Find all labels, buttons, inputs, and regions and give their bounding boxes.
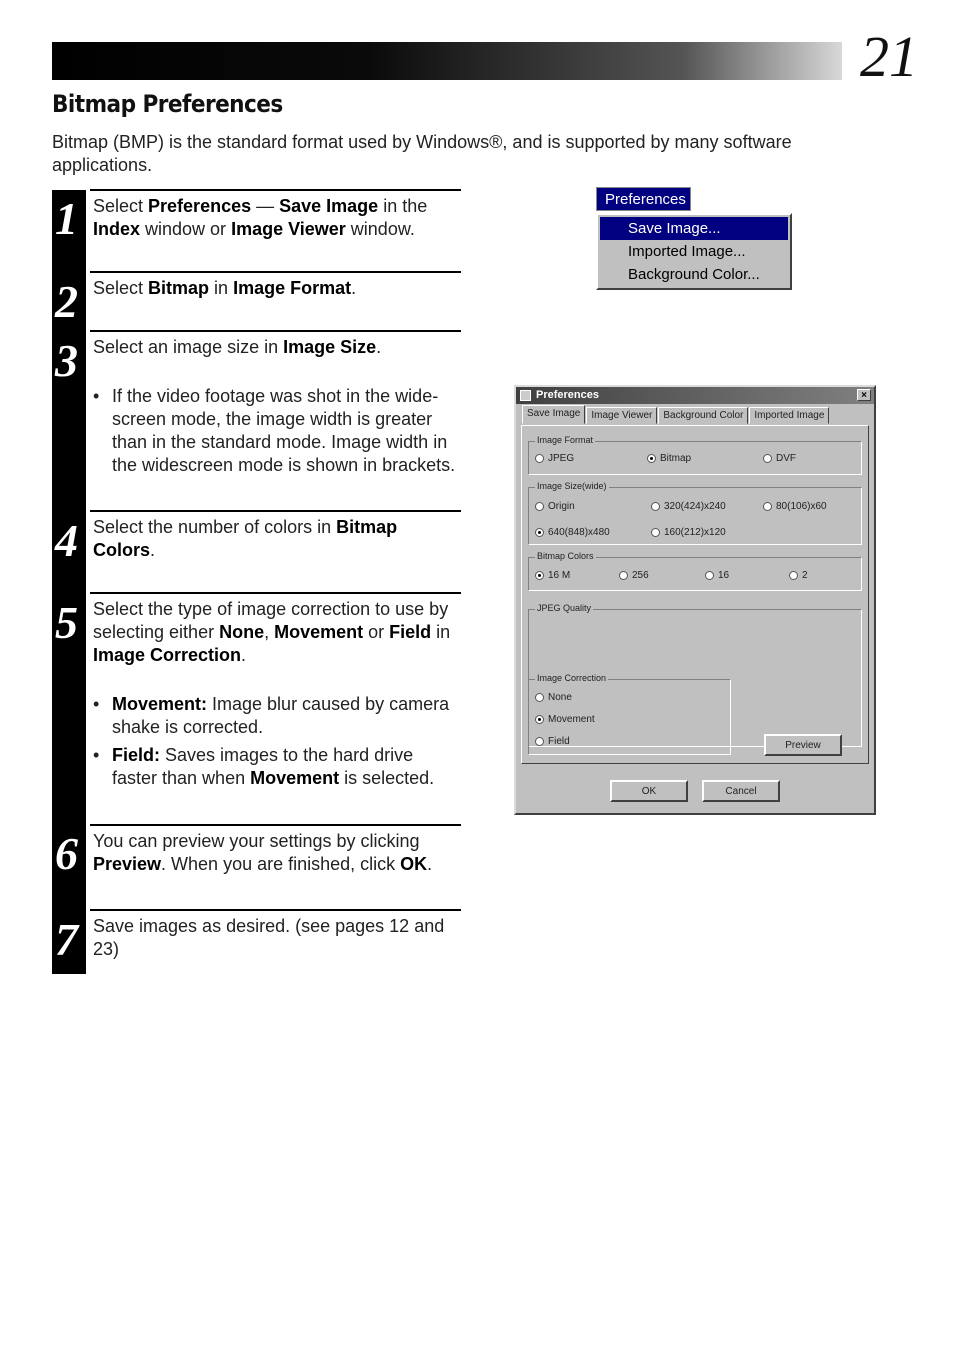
correction-none-radio[interactable]: None <box>535 692 572 703</box>
step-1-text: Select Preferences — Save Image in the Index window or Image Viewer window. <box>93 196 428 239</box>
cancel-button[interactable]: Cancel <box>702 780 780 802</box>
image-size-group <box>528 481 862 545</box>
step-4 <box>90 510 461 562</box>
step-7-text: Save images as desired. (see pages 12 and 23) <box>93 916 445 959</box>
step-5 <box>90 592 461 790</box>
step-number-3: 3 <box>55 335 78 386</box>
step-number-2: 2 <box>55 276 78 327</box>
intro-text: Bitmap (BMP) is the standard format used by Windows®, and is supported by many software applications. <box>52 132 792 175</box>
step-3 <box>90 330 461 477</box>
format-bitmap-radio[interactable]: Bitmap <box>647 453 691 464</box>
step-2 <box>90 271 461 300</box>
image-correction-group <box>528 673 731 755</box>
dialog-title: Preferences <box>536 389 599 401</box>
step-6 <box>90 824 461 876</box>
section-title: Bitmap Preferences <box>52 90 283 118</box>
step-5-bullet-movement: • Movement: Image blur caused by camera shake is corrected. <box>93 694 450 737</box>
step-3-bullet: • If the video footage was shot in the wide-screen mode, the image width is greater than in the standard mode. Image width in the widescreen mode is shown in brackets. <box>93 386 456 475</box>
step-5-text: Select the type of image correction to use by selecting either None, Movement or Field in Image Correction. <box>93 599 451 665</box>
preferences-menu-dropdown <box>596 213 792 290</box>
window-icon <box>520 390 531 401</box>
step-number-7: 7 <box>55 914 78 965</box>
preferences-menu-screenshot <box>596 187 792 290</box>
correction-field-radio[interactable]: Field <box>535 736 570 747</box>
preferences-dialog-screenshot <box>514 385 876 815</box>
menu-item-background-color[interactable]: Background Color... <box>628 266 760 283</box>
step-1 <box>90 189 461 241</box>
step-number-1: 1 <box>55 193 78 244</box>
format-jpeg-radio[interactable]: JPEG <box>535 453 574 464</box>
step-4-text: Select the number of colors in Bitmap Colors. <box>93 517 398 560</box>
step-number-6: 6 <box>55 828 78 879</box>
step-2-text: Select Bitmap in Image Format. <box>93 278 357 298</box>
image-size-label: Image Size(wide) <box>537 481 607 491</box>
size-80-radio[interactable]: 80(106)x60 <box>763 501 827 512</box>
bitmap-colors-label: Bitmap Colors <box>537 551 594 561</box>
colors-2-radio[interactable]: 2 <box>789 570 808 581</box>
step-6-text: You can preview your settings by clicking Preview. When you are finished, click OK. <box>93 831 433 874</box>
size-origin-radio[interactable]: Origin <box>535 501 575 512</box>
close-icon[interactable]: × <box>857 389 871 401</box>
preferences-menu-title[interactable]: Preferences <box>596 187 691 211</box>
tab-imported-image[interactable]: Imported Image <box>749 407 829 424</box>
header-bar <box>52 42 842 80</box>
jpeg-quality-label: JPEG Quality <box>537 603 592 613</box>
step-7 <box>90 909 461 961</box>
format-dvf-radio[interactable]: DVF <box>763 453 796 464</box>
correction-movement-radio[interactable]: Movement <box>535 714 595 725</box>
preview-button[interactable]: Preview <box>764 734 842 756</box>
dialog-tabs <box>522 407 830 424</box>
tab-image-viewer[interactable]: Image Viewer <box>586 407 657 424</box>
dialog-title-bar <box>516 387 874 404</box>
size-320-radio[interactable]: 320(424)x240 <box>651 501 726 512</box>
colors-16-radio[interactable]: 16 <box>705 570 729 581</box>
menu-item-imported-image[interactable]: Imported Image... <box>628 243 746 260</box>
ok-button[interactable]: OK <box>610 780 688 802</box>
step-number-5: 5 <box>55 597 78 648</box>
step-5-bullet-field: • Field: Saves images to the hard drive faster than when Movement is selected. <box>93 745 435 788</box>
image-correction-label: Image Correction <box>537 673 607 683</box>
colors-16m-radio[interactable]: 16 M <box>535 570 570 581</box>
bitmap-colors-group <box>528 551 862 591</box>
image-format-label: Image Format <box>537 435 594 445</box>
save-image-panel <box>521 425 869 764</box>
size-640-radio[interactable]: 640(848)x480 <box>535 527 610 538</box>
menu-item-save-image[interactable]: Save Image... <box>600 217 788 240</box>
tab-save-image[interactable]: Save Image <box>522 405 585 424</box>
image-format-group <box>528 435 862 475</box>
page-number: 21 <box>860 24 918 89</box>
step-3-text: Select an image size in Image Size. <box>93 337 382 357</box>
size-160-radio[interactable]: 160(212)x120 <box>651 527 726 538</box>
colors-256-radio[interactable]: 256 <box>619 570 649 581</box>
step-number-4: 4 <box>55 515 78 566</box>
tab-background-color[interactable]: Background Color <box>658 407 748 424</box>
